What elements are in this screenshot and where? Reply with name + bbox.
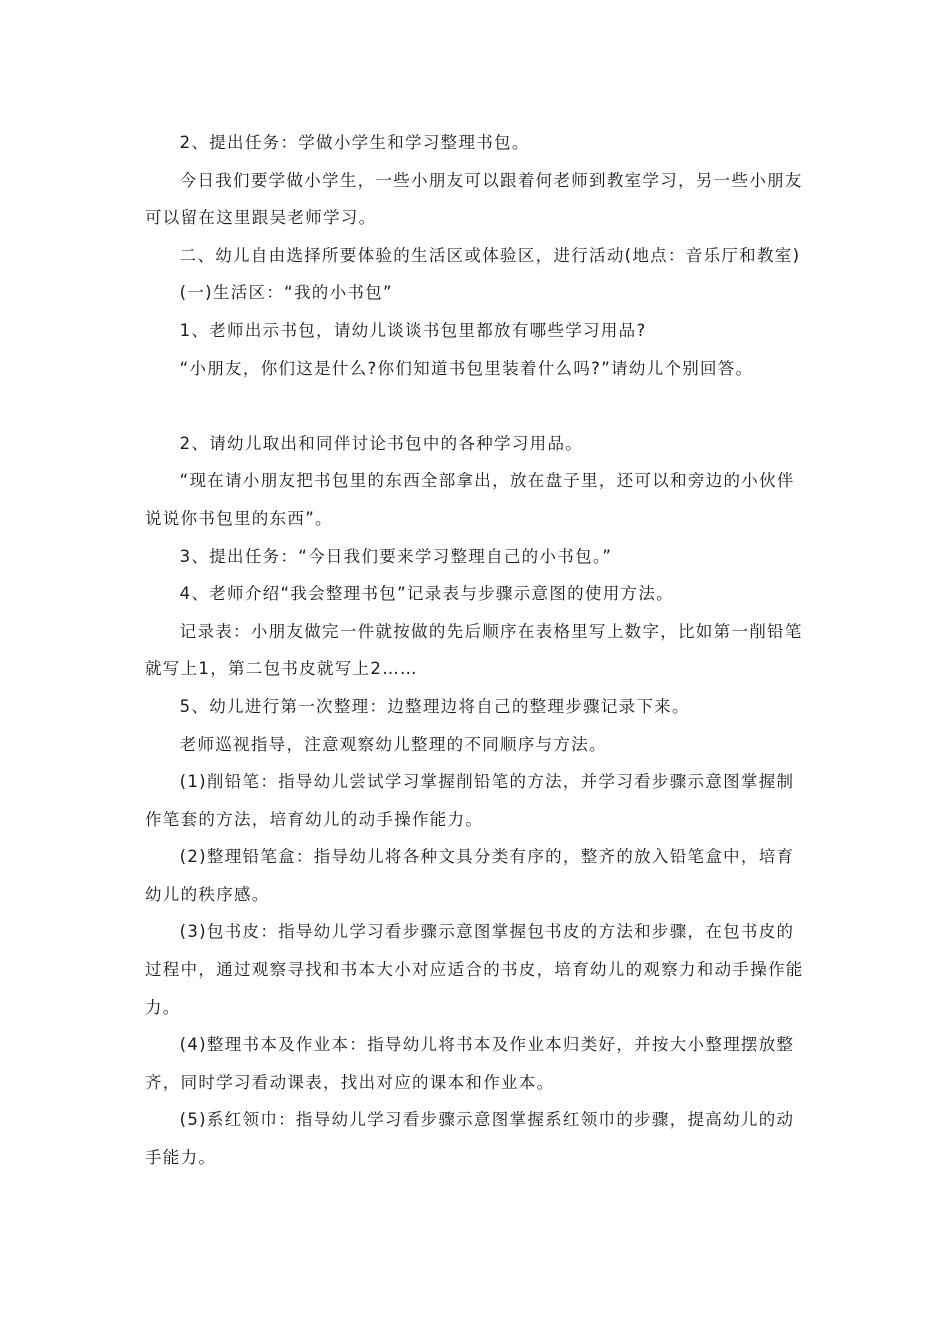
item-books-homework: (4)整理书本及作业本：指导幼儿将书本及作业本归类好，并按大小整理摆放整齐，同时学习看动课表，找出对应的课本和作业本。 — [145, 1035, 795, 1092]
step-3: 3、提出任务：“今日我们要来学习整理自己的小书包。” — [179, 546, 613, 566]
subsection-heading-1: (一)生活区：“我的小书包” — [179, 283, 393, 303]
step-2: 2、请幼儿取出和同伴讨论书包中的各种学习用品。 — [179, 433, 584, 453]
step-4: 4、老师介绍“我会整理书包”记录表与步骤示意图的使用方法。 — [179, 584, 674, 604]
item-pencil-case: (2)整理铅笔盒：指导幼儿将各种文具分类有序的，整齐的放入铅笔盒中，培育幼儿的秩序感。 — [145, 847, 795, 904]
record-table-note: 记录表：小朋友做完一件就按做的先后顺序在表格里写上数字，比如第一削铅笔就写上1，第二包书皮就写上2…… — [145, 621, 803, 679]
paragraph-task-2: 2、提出任务：学做小学生和学习整理书包。 — [179, 133, 530, 152]
step-5: 5、幼儿进行第一次整理：边整理边将自己的整理步骤记录下来。 — [179, 696, 690, 716]
document-body — [145, 124, 810, 1177]
quote-2: “现在请小朋友把书包里的东西全部拿出，放在盘子里，还可以和旁边的小伙伴说说你书包里的东西”。 — [145, 471, 795, 528]
item-red-scarf: (5)系红领巾：指导幼儿学习看步骤示意图掌握系红领巾的步骤，提高幼儿的动手能力。 — [145, 1110, 795, 1168]
blank-line — [145, 387, 810, 425]
quote-1: “小朋友，你们这是什么?你们知道书包里装着什么吗?”请幼儿个别回答。 — [179, 358, 754, 378]
item-sharpen-pencil: (1)削铅笔：指导幼儿尝试学习掌握削铅笔的方法，并学习看步骤示意图掌握制作笔套的方法，培育幼儿的动手操作能力。 — [145, 772, 795, 829]
item-book-cover: (3)包书皮：指导幼儿学习看步骤示意图掌握包书皮的方法和步骤，在包书皮的过程中，通过观察寻找和书本大小对应适合的书皮，培育幼儿的观察力和动手操作能力。 — [145, 922, 804, 1017]
step-1: 1、老师出示书包，请幼儿谈谈书包里都放有哪些学习用品? — [179, 320, 647, 340]
paragraph-intro: 今日我们要学做小学生，一些小朋友可以跟着何老师到教室学习，另一些小朋友可以留在这里跟吴老师学习。 — [145, 170, 803, 228]
teacher-guidance: 老师巡视指导，注意观察幼儿整理的不同顺序与方法。 — [179, 734, 607, 754]
section-heading-2: 二、幼儿自由选择所要体验的生活区或体验区，进行活动(地点：音乐厅和教室) — [179, 245, 801, 265]
